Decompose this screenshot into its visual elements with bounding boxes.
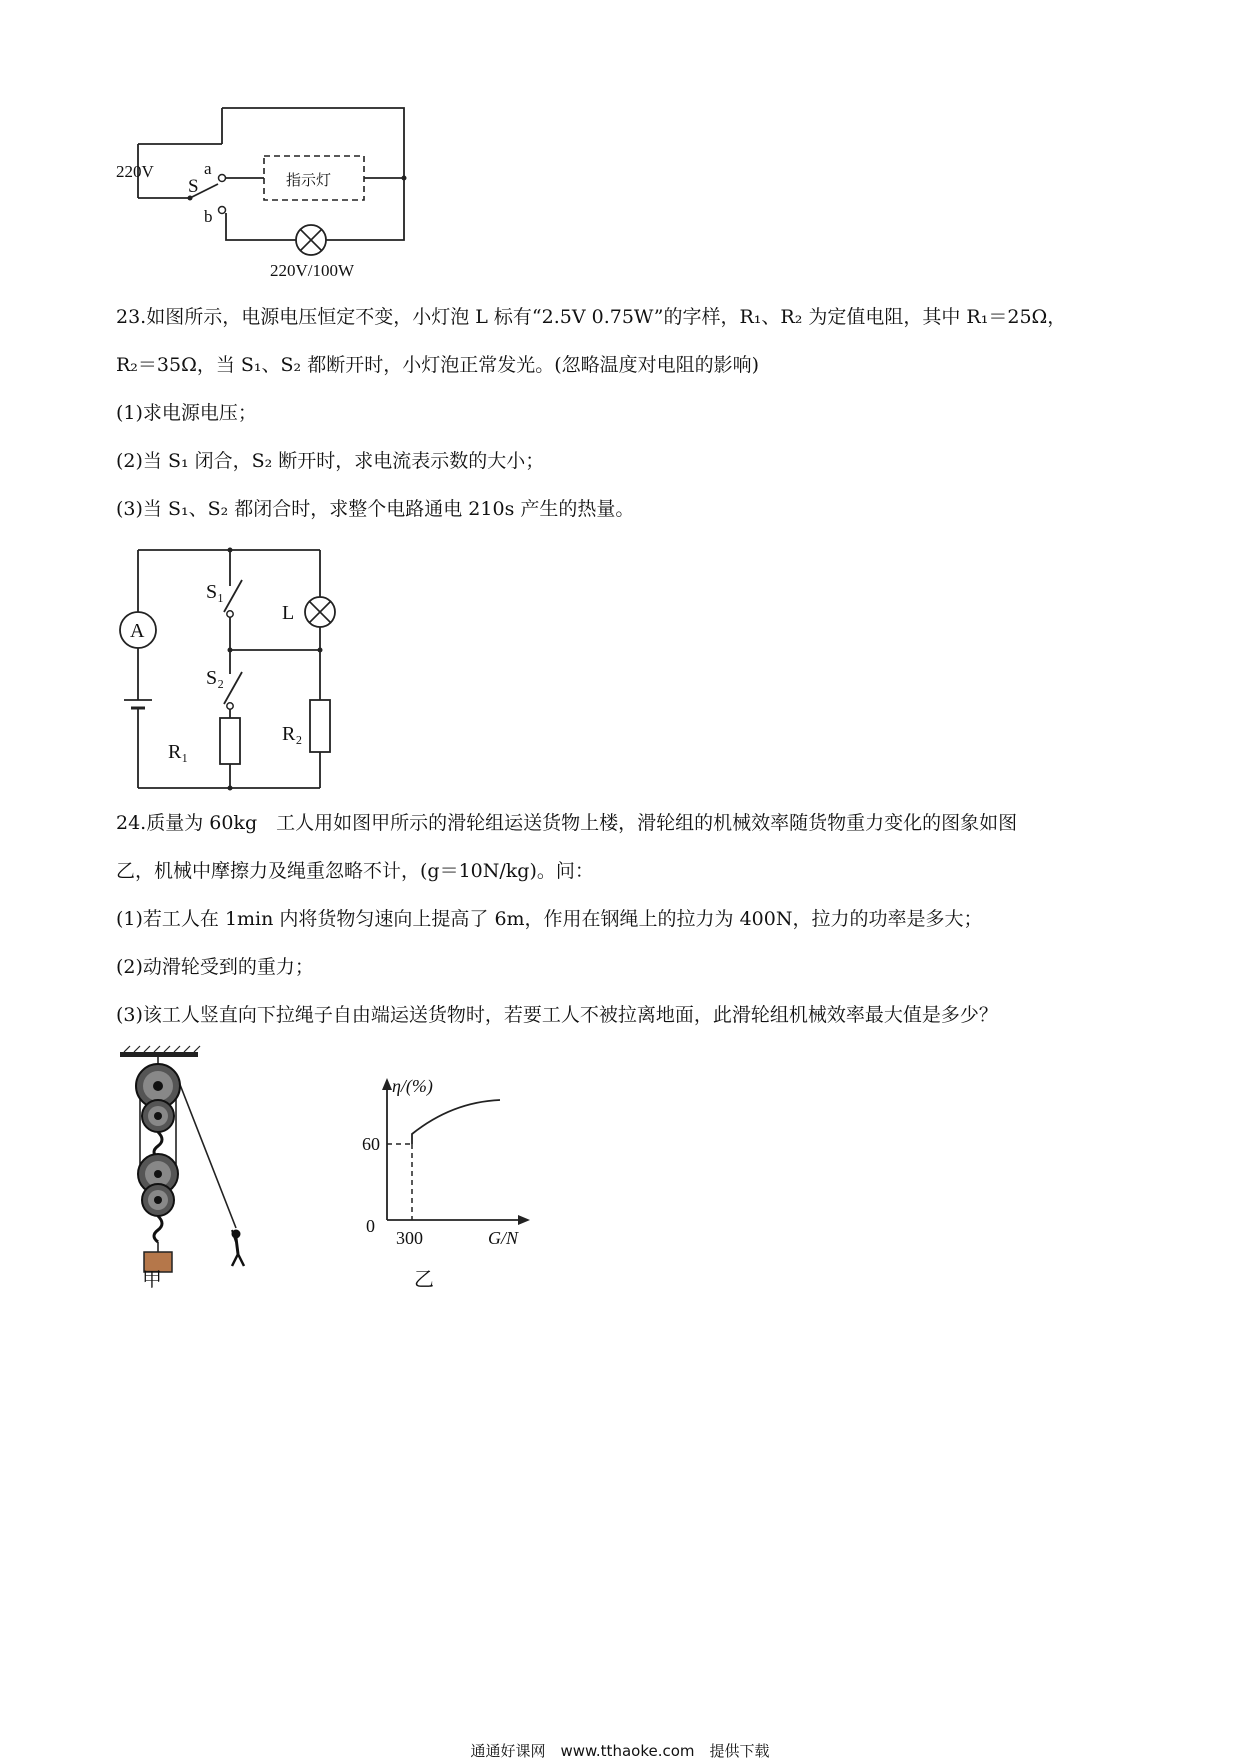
r2-label: R₂	[282, 723, 303, 745]
x-tick-300: 300	[396, 1228, 423, 1248]
fig-jia-caption: 甲	[142, 1267, 162, 1291]
q23-line2: R₂＝35Ω，当 S₁、S₂ 都断开时，小灯泡正常发光。(忽略温度对电阻的影响)	[116, 354, 760, 376]
efficiency-curve	[412, 1100, 500, 1144]
q24-line1: 24.质量为 60kg 工人用如图甲所示的滑轮组运送货物上楼，滑轮组的机械效率随货物重力变化的图象如图	[116, 812, 1018, 834]
s2-label: S₂	[206, 667, 225, 689]
terminal-b-label: b	[204, 207, 213, 226]
switch-label: S	[188, 176, 199, 197]
indicator-label: 指示灯	[286, 171, 332, 189]
q24-sub3: (3)该工人竖直向下拉绳子自由端运送货物时，若要工人不被拉离地面，此滑轮组机械效率最大值是多少？	[116, 1004, 998, 1026]
q24-sub2: (2)动滑轮受到的重力；	[116, 956, 314, 978]
lamp-rating-label: 220V/100W	[270, 261, 355, 280]
lamp-l-label: L	[282, 602, 295, 624]
q24-sub1: (1)若工人在 1min 内将货物匀速向上提高了 6m，作用在钢绳上的拉力为 400N，拉力的功率是多大；	[116, 908, 983, 930]
q23-sub2: (2)当 S₁ 闭合，S₂ 断开时，求电流表示数的大小；	[116, 450, 545, 472]
q23-sub3: (3)当 S₁、S₂ 都闭合时，求整个电路通电 210s 产生的热量。	[116, 498, 635, 520]
origin-label: 0	[366, 1216, 375, 1236]
page-footer: 通通好课网 www.tthaoke.com 提供下载	[470, 1742, 770, 1760]
q24-line2: 乙，机械中摩擦力及绳重忽略不计，(g＝10N/kg)。问：	[116, 860, 594, 882]
fig-yi-caption: 乙	[414, 1267, 434, 1291]
s1-label: S₁	[206, 581, 225, 603]
q23-line1: 23.如图所示，电源电压恒定不变，小灯泡 L 标有“2.5V 0.75W”的字样，R₁、R₂ 为定值电阻，其中 R₁＝25Ω，	[116, 306, 1067, 328]
r1-label: R₁	[168, 741, 189, 763]
terminal-a-label: a	[204, 159, 212, 178]
y-tick-60: 60	[362, 1134, 380, 1154]
voltage-label: 220V	[116, 162, 154, 181]
ammeter-label: A	[130, 620, 145, 642]
q23-sub1: (1)求电源电压；	[116, 402, 257, 424]
y-axis-label: η/(%)	[392, 1076, 433, 1096]
x-axis-label: G/N	[488, 1228, 519, 1248]
